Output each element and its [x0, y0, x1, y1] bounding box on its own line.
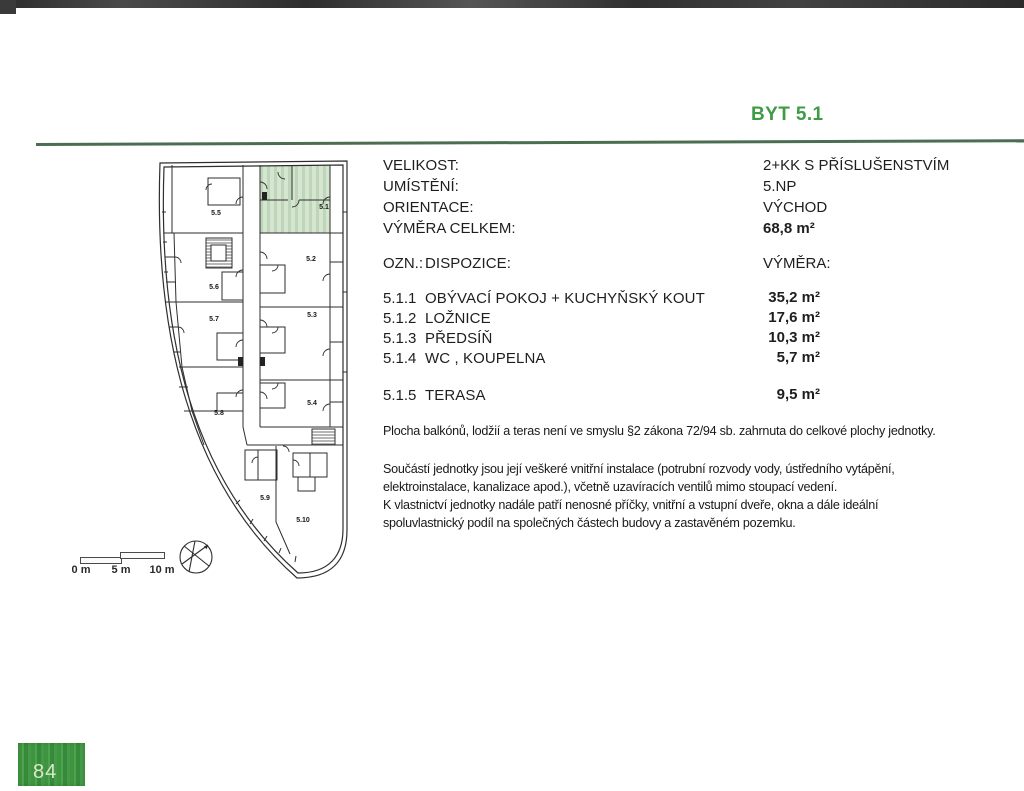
room-code: 5.1.4	[383, 350, 417, 367]
scan-artifact-notch	[0, 0, 16, 14]
unit-label-5-2: 5.2	[306, 256, 316, 263]
scan-artifact-band	[0, 0, 1024, 8]
detail-label: VELIKOST:	[383, 157, 459, 174]
room-area: 9,5 m²	[776, 386, 820, 403]
note-balcony-area: Plocha balkónů, lodžií a teras není ve smyslu §2 zákona 72/94 sb. zahrnuta do celkové plochy jednotky.	[383, 424, 936, 438]
unit-label-5-8: 5.8	[214, 410, 224, 417]
unit-label-5-9: 5.9	[260, 495, 270, 502]
unit-label-5-10: 5.10	[296, 517, 310, 524]
scale-label-5m: 5 m	[111, 564, 131, 576]
room-code: 5.1.5	[383, 387, 417, 404]
page-number: 84	[33, 761, 58, 783]
note-ownership-line: K vlastnictví jednotky nadále patří nenosné příčky, vnitřní a vstupní dveře, okna a dále ideální	[383, 498, 879, 512]
page-title: BYT 5.1	[751, 104, 824, 125]
unit-label-5-6: 5.6	[209, 284, 219, 291]
room-name: WC , KOUPELNA	[425, 350, 546, 367]
room-name: PŘEDSÍŇ	[425, 330, 493, 347]
room-code: 5.1.3	[383, 330, 417, 347]
staircase-main	[206, 238, 232, 268]
scale-label-0m: 0 m	[71, 564, 91, 576]
floor-plan	[148, 152, 360, 582]
unit-label-5-5: 5.5	[211, 210, 221, 217]
detail-value: VÝCHOD	[763, 199, 828, 216]
compass-icon	[174, 535, 218, 579]
detail-value-total-area: 68,8 m²	[763, 220, 815, 237]
room-name: TERASA	[425, 387, 486, 404]
note-ownership-line: Součástí jednotky jsou její veškeré vnitřní instalace (potrubní rozvody vody, ústředního vytápění,	[383, 462, 895, 476]
room-area: 35,2 m²	[768, 289, 820, 306]
unit-label-5-1: 5.1	[319, 204, 329, 211]
unit-label-5-4: 5.4	[307, 400, 317, 407]
room-area: 17,6 m²	[768, 309, 820, 326]
room-code: 5.1.1	[383, 290, 417, 307]
detail-label: UMÍSTĚNÍ:	[383, 178, 459, 195]
detail-label: VÝMĚRA CELKEM:	[383, 220, 516, 237]
room-name: LOŽNICE	[425, 310, 491, 327]
detail-value: 5.NP	[763, 178, 797, 195]
detail-label: ORIENTACE:	[383, 199, 474, 216]
unit-label-5-7: 5.7	[209, 316, 219, 323]
scale-bar-segment	[120, 552, 165, 559]
note-ownership-line: elektroinstalace, kanalizace apod.), včetně uzavíracích ventilů mimo stoupací vedení.	[383, 480, 838, 494]
column-header-dispozice: DISPOZICE:	[425, 255, 512, 272]
scale-bar-segment	[80, 557, 122, 564]
column-header-ozn: OZN.:	[383, 255, 423, 272]
unit-label-5-3: 5.3	[307, 312, 317, 319]
title-divider-rule	[36, 139, 1024, 145]
scale-label-10m: 10 m	[149, 564, 175, 576]
note-ownership-line: spoluvlastnický podíl na společných částech budovy a zastavěném pozemku.	[383, 516, 796, 530]
room-name: OBÝVACÍ POKOJ + KUCHYŇSKÝ KOUT	[425, 290, 705, 307]
room-area: 5,7 m²	[776, 349, 820, 366]
room-code: 5.1.2	[383, 310, 417, 327]
staircase-secondary	[312, 429, 335, 445]
room-area: 10,3 m²	[768, 329, 820, 346]
unit-5-1-highlight	[261, 166, 330, 233]
page-number-box	[18, 743, 85, 786]
detail-value: 2+KK S PŘÍSLUŠENSTVÍM	[763, 157, 950, 174]
column-header-vymera: VÝMĚRA:	[763, 255, 831, 272]
